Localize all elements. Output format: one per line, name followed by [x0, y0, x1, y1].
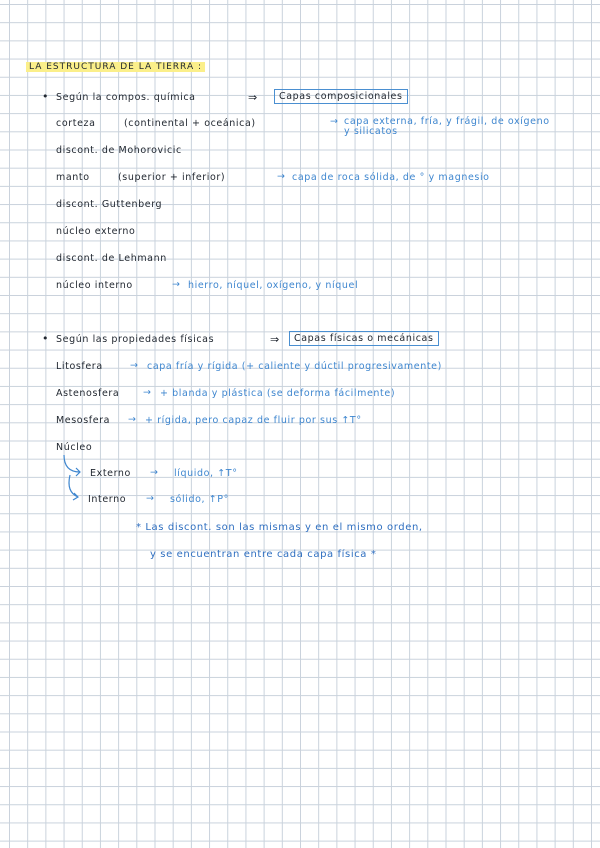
branch-arrow-externo-head: [76, 468, 80, 476]
term-lehmann: discont. de Lehmann: [56, 253, 167, 264]
term-corteza: corteza: [56, 118, 96, 129]
term-guttenberg: discont. Guttenberg: [56, 199, 163, 210]
arrow-nucleo-interno: →: [172, 279, 181, 290]
section2-heading: Según las propiedades físicas: [56, 334, 215, 345]
branch-arrow-interno: [69, 475, 78, 497]
note-corteza: capa externa, fría, y frágil, de oxígeno y silicatos: [344, 116, 550, 137]
page-title: LA ESTRUCTURA DE LA TIERRA :: [26, 62, 205, 72]
arrow-corteza: →: [330, 116, 339, 127]
footnote-line-1: * Las discont. son las mismas y en el mismo orden,: [136, 522, 423, 533]
note-externo: líquido, ↑T°: [174, 468, 238, 479]
term-nucleo-externo: núcleo externo: [56, 226, 136, 237]
arrow-manto: →: [277, 171, 286, 182]
branch-arrow-interno-head: [73, 493, 78, 500]
arrow-litosfera: →: [130, 360, 139, 371]
note-manto: capa de roca sólida, de ° y magnesio: [292, 172, 490, 183]
section2-boxed-label: Capas físicas o mecánicas: [289, 331, 439, 346]
term-litosfera: Litosfera: [56, 361, 103, 372]
arrow-mesosfera: →: [128, 414, 137, 425]
section1-boxed-label: Capas composicionales: [274, 89, 408, 104]
detail-manto: (superior + inferior): [118, 172, 226, 183]
term-interno: Interno: [88, 494, 127, 505]
section1-arrow: ⇒: [248, 91, 258, 104]
term-nucleo-interno: núcleo interno: [56, 280, 133, 291]
arrow-astenosfera: →: [143, 387, 152, 398]
note-litosfera: capa fría y rígida (+ caliente y dúctil progresivamente): [147, 361, 442, 372]
section2-arrow: ⇒: [270, 333, 280, 346]
branch-arrow-externo: [64, 455, 80, 472]
arrow-interno: →: [146, 493, 155, 504]
bullet-2: •: [42, 332, 50, 345]
bullet-1: •: [42, 90, 50, 103]
note-interno: sólido, ↑P°: [170, 494, 229, 505]
term-manto: manto: [56, 172, 90, 183]
detail-corteza: (continental + oceánica): [124, 118, 256, 129]
note-nucleo-interno: hierro, níquel, oxígeno, y níquel: [188, 280, 359, 291]
section1-heading: Según la compos. química: [56, 92, 196, 103]
note-astenosfera: + blanda y plástica (se deforma fácilmente): [160, 388, 396, 399]
footnote-line-2: y se encuentran entre cada capa física *: [150, 549, 377, 560]
term-mesosfera: Mesosfera: [56, 415, 111, 426]
note-mesosfera: + rígida, pero capaz de fluir por sus ↑T°: [145, 415, 362, 426]
term-nucleo: Núcleo: [56, 442, 93, 453]
term-externo: Externo: [90, 468, 131, 479]
term-mohorovicic: discont. de Mohorovicic: [56, 145, 182, 156]
term-astenosfera: Astenosfera: [56, 388, 120, 399]
arrow-externo: →: [150, 467, 159, 478]
